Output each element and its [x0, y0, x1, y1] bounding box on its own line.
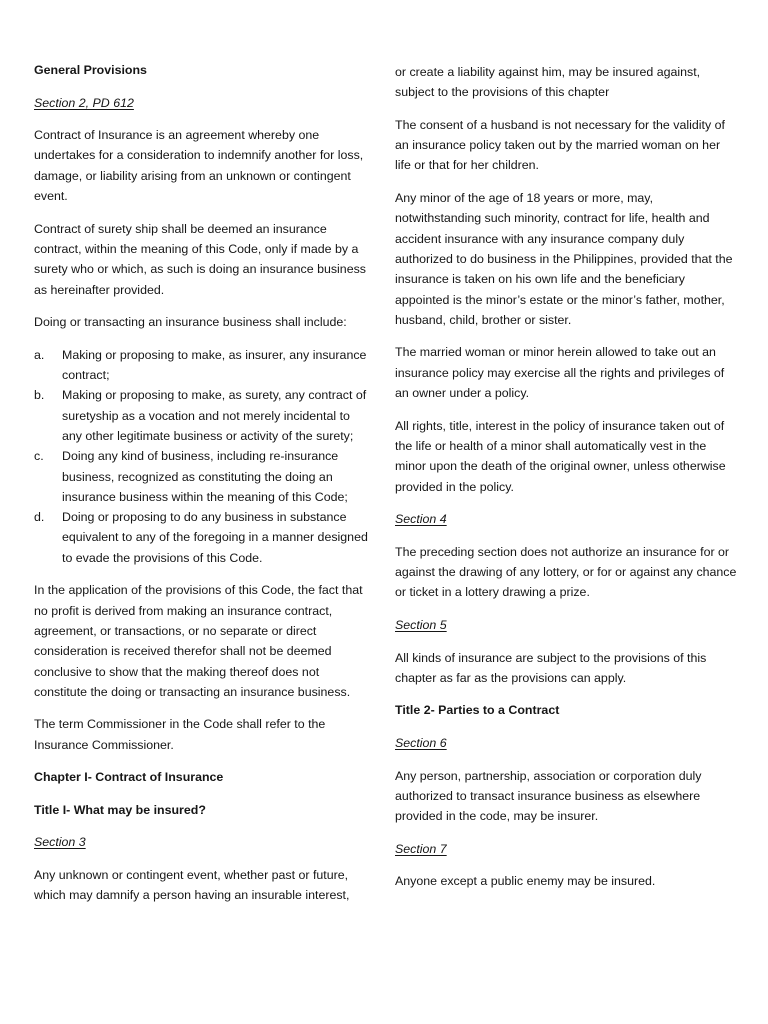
- paragraph-insured: Anyone except a public enemy may be insured.: [395, 874, 656, 889]
- paragraph-surety-contract: Contract of surety ship shall be deemed an insurance contract, within the meaning of this Code, only if made by a surety who or which, as such is doing an insurance business as hereinafter provided.: [34, 221, 366, 297]
- paragraph-married-woman-rights: The married woman or minor herein allowed to take out an insurance policy may exercise all the rights and privileges of an owner under a policy.: [395, 345, 725, 401]
- heading-chapter-1: Chapter I- Contract of Insurance: [34, 770, 224, 785]
- section-3-text: Section 3: [34, 835, 86, 850]
- section-7-label: [395, 839, 739, 859]
- list-item: [34, 345, 372, 386]
- paragraph-insurer: Any person, partnership, association or corporation duly authorized to transact insurance business as elsewhere provided in the code, may be insurer.: [395, 768, 702, 824]
- paragraph-doing-business-intro: Doing or transacting an insurance business shall include:: [34, 315, 347, 330]
- paragraph-contract-definition: Contract of Insurance is an agreement whereby one undertakes for a consideration to indemnify another for loss, damage, or liability arising from an unknown or contingent event.: [34, 128, 364, 204]
- paragraph-no-profit: In the application of the provisions of this Code, the fact that no profit is derived from making an insurance contract, agreement, or transactions, or no separate or direct consideration is received therefor shall not be deemed conclusive to show that the making thereof does not constitute the doing or transacting an insurance business.: [34, 583, 363, 699]
- list-marker: d.: [34, 510, 45, 525]
- list-item-text: Doing any kind of business, including re-insurance business, recognized as constituting the doing an insurance business within the meaning of this Code;: [62, 449, 348, 504]
- heading-title-2: Title 2- Parties to a Contract: [395, 703, 560, 718]
- section-5-text: Section 5: [395, 617, 447, 632]
- paragraph-minor-insurance: Any minor of the age of 18 years or more, may, notwithstanding such minority, contract for life, health and accident insurance with any insurance company duly authorized to do business in the Philippines, provided that the insurance is taken on his own life and the beneficiary appointed is the minor’s estate or the minor’s father, mother, husband, child, brother or sister.: [395, 191, 733, 327]
- section-2-text: Section 2, PD 612: [34, 95, 134, 110]
- section-4-label: [395, 509, 739, 529]
- list-item-text: Doing or proposing to do any business in substance equivalent to any of the foregoing in a manner designed to evade the provisions of this Code.: [62, 510, 368, 565]
- paragraph-contingent-event: Any unknown or contingent event, whether past or future, which may damnify a person having an insurable interest,: [34, 868, 350, 903]
- list-item-text: Making or proposing to make, as surety, any contract of suretyship as a vocation and not merely incidental to any other legitimate business or activity of the surety;: [62, 388, 367, 443]
- section-5-label: [395, 615, 739, 635]
- paragraph-liability-continued: or create a liability against him, may be insured against, subject to the provisions of this chapter: [395, 65, 701, 100]
- section-7-text: Section 7: [395, 841, 447, 856]
- list-marker: a.: [34, 347, 45, 362]
- paragraph-husband-consent: The consent of a husband is not necessary for the validity of an insurance policy taken out by the married woman on her life or that for her children.: [395, 117, 725, 173]
- section-3-label: [34, 832, 372, 852]
- right-column: [395, 62, 739, 904]
- heading-title-1: Title I- What may be insured?: [34, 802, 206, 817]
- list-item: [34, 507, 372, 568]
- paragraph-lottery: The preceding section does not authorize an insurance for or against the drawing of any lottery, or for or against any chance or ticket in a lottery drawing a prize.: [395, 544, 737, 600]
- list-item-text: Making or proposing to make, as insurer, any insurance contract;: [62, 347, 367, 383]
- section-4-text: Section 4: [395, 512, 447, 527]
- section-6-label: [395, 733, 739, 753]
- paragraph-commissioner: The term Commissioner in the Code shall refer to the Insurance Commissioner.: [34, 717, 326, 752]
- left-column: [34, 60, 372, 918]
- list-marker: b.: [34, 388, 45, 403]
- list-item: [34, 446, 372, 507]
- doing-business-list: [34, 345, 372, 568]
- list-item: [34, 385, 372, 446]
- paragraph-kinds-of-insurance: All kinds of insurance are subject to the provisions of this chapter as far as the provisions can apply.: [395, 650, 707, 685]
- section-2-label: [34, 93, 372, 113]
- section-6-text: Section 6: [395, 735, 447, 750]
- heading-general-provisions: General Provisions: [34, 63, 147, 77]
- list-marker: c.: [34, 449, 44, 464]
- paragraph-minor-rights-vest: All rights, title, interest in the policy of insurance taken out of the life or health of a minor shall automatically vest in the minor upon the death of the original owner, unless otherwise provided in the policy.: [395, 418, 726, 494]
